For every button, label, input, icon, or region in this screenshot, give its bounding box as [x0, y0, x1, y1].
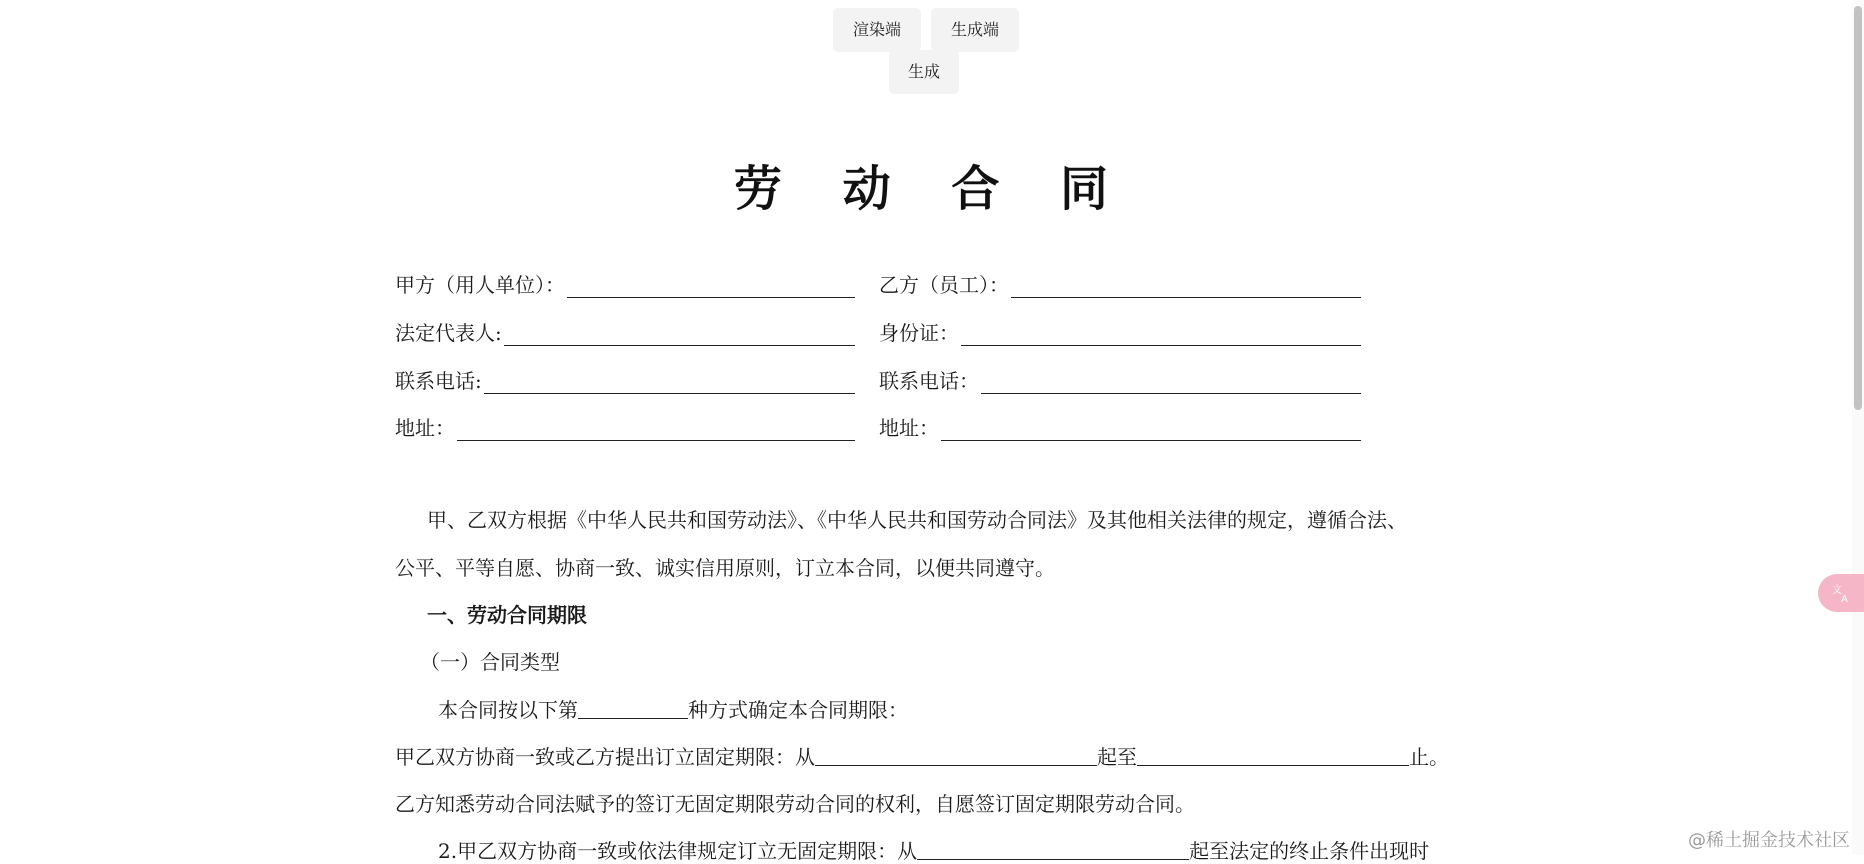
- term-method-line: [438, 697, 908, 723]
- party-a-address-blank[interactable]: [457, 418, 855, 441]
- subsection-1-heading: （一）合同类型: [420, 650, 560, 674]
- partial-line-prefix: 2.甲乙双方协商一致或依法律规定订立无固定期限：从: [438, 839, 918, 863]
- watermark: @稀土掘金技术社区: [1688, 830, 1850, 851]
- party-a-company-label: 甲方（用人单位）：: [395, 273, 565, 297]
- vertical-scrollbar[interactable]: [1852, 0, 1864, 855]
- fixed-term-start-blank[interactable]: [815, 745, 1097, 766]
- svg-text:文: 文: [1832, 585, 1842, 596]
- party-b-employee-blank[interactable]: [1011, 275, 1361, 298]
- generate-side-button[interactable]: 生成端: [931, 8, 1019, 52]
- party-a-address-field: [395, 411, 855, 441]
- term-method-prefix: 本合同按以下第: [438, 698, 578, 722]
- fixed-term-line: [395, 744, 1449, 770]
- render-side-button[interactable]: 渲染端: [833, 8, 921, 52]
- party-b-phone-blank[interactable]: [981, 371, 1361, 394]
- partial-line: [438, 838, 1429, 864]
- party-b-employee-field: [879, 268, 1361, 298]
- party-a-company-field: [395, 268, 855, 298]
- party-a-phone-label: 联系电话:: [395, 369, 482, 393]
- svg-text:A: A: [1841, 594, 1848, 604]
- translate-icon[interactable]: [1818, 574, 1864, 612]
- party-b-address-field: [879, 411, 1361, 441]
- intro-line-1: 甲、乙双方根据《中华人民共和国劳动法》、《中华人民共和国劳动合同法》及其他相关法律的规定，遵循合法、: [427, 508, 1407, 532]
- intro-line-2: 公平、平等自愿、协商一致、诚实信用原则，订立本合同，以便共同遵守。: [395, 556, 1055, 580]
- notice-line: 乙方知悉劳动合同法赋予的签订无固定期限劳动合同的权利，自愿签订固定期限劳动合同。: [395, 792, 1195, 816]
- party-a-rep-blank[interactable]: [504, 323, 855, 346]
- scrollbar-thumb[interactable]: [1854, 6, 1862, 410]
- party-b-id-field: [879, 316, 1361, 346]
- party-b-phone-field: [879, 364, 1361, 394]
- party-a-rep-field: [395, 316, 855, 346]
- party-a-company-blank[interactable]: [567, 275, 855, 298]
- document-title: 劳 动 合 同: [733, 161, 1131, 217]
- party-b-phone-label: 联系电话：: [879, 369, 979, 393]
- party-b-id-blank[interactable]: [961, 323, 1361, 346]
- section-1-heading: 一、劳动合同期限: [427, 603, 587, 627]
- fixed-term-mid: 起至: [1097, 745, 1137, 769]
- party-b-id-label: 身份证：: [879, 321, 959, 345]
- translate-glyph-icon: [1830, 582, 1852, 604]
- party-b-employee-label: 乙方（员工）：: [879, 273, 1009, 297]
- party-a-phone-blank[interactable]: [484, 371, 855, 394]
- party-a-address-label: 地址：: [395, 416, 455, 440]
- fixed-term-end: 止。: [1409, 745, 1449, 769]
- term-method-suffix: 种方式确定本合同期限：: [688, 698, 908, 722]
- party-b-address-label: 地址：: [879, 416, 939, 440]
- party-b-address-blank[interactable]: [941, 418, 1361, 441]
- fixed-term-prefix: 甲乙双方协商一致或乙方提出订立固定期限：从: [395, 745, 815, 769]
- partial-line-suffix: 起至法定的终止条件出现时: [1189, 839, 1430, 863]
- fixed-term-end-blank[interactable]: [1137, 745, 1409, 766]
- party-a-rep-label: 法定代表人:: [395, 321, 502, 345]
- term-method-blank[interactable]: [578, 698, 688, 719]
- partial-line-blank[interactable]: [917, 839, 1189, 860]
- party-a-phone-field: [395, 364, 855, 394]
- generate-button[interactable]: 生成: [889, 50, 959, 94]
